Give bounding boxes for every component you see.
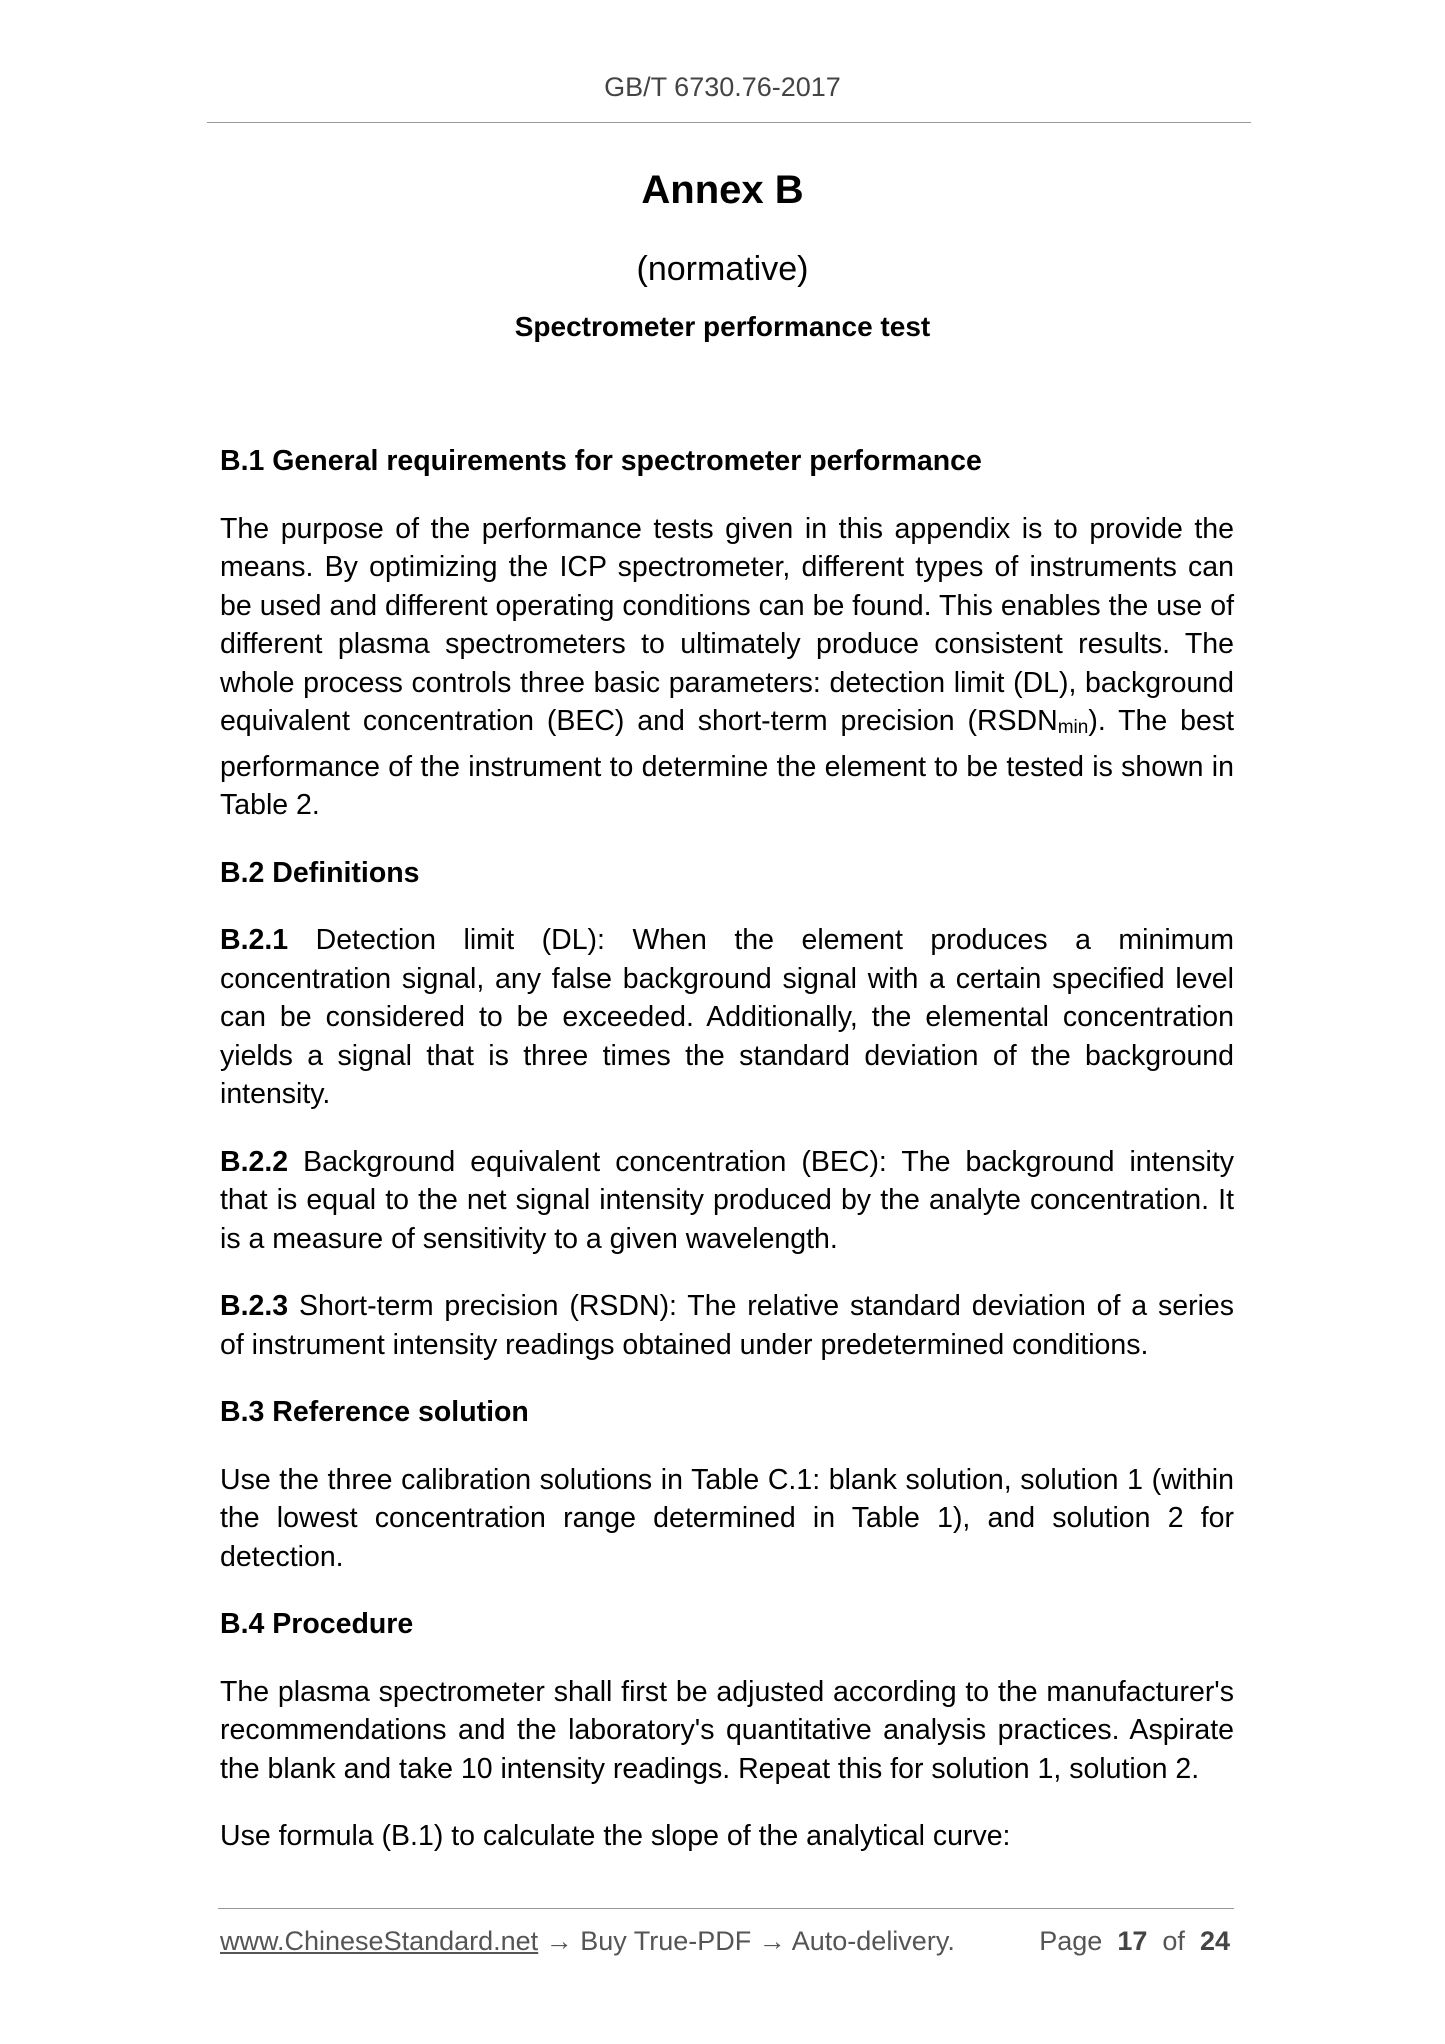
b22-text: Background equivalent concentration (BEC): The background intensity that is equal to the net signal intensity produced by the analyte concentration. It is a measure of sensitivity to a given wavelength. bbox=[220, 1145, 1234, 1255]
section-b2-heading: B.2 Definitions bbox=[220, 856, 420, 889]
page-total: 24 bbox=[1199, 1926, 1230, 1956]
footer-promo-text: → Buy True-PDF → Auto-delivery. bbox=[538, 1926, 955, 1956]
annex-title: Annex B bbox=[641, 168, 804, 212]
page-number bbox=[1039, 1926, 1230, 1957]
section-b23-paragraph bbox=[220, 1287, 1234, 1364]
section-b3-paragraph: Use the three calibration solutions in Table C.1: blank solution, solution 1 (within the lowest concentration range determined in Table 1), and solution 2 for detection. bbox=[220, 1463, 1234, 1573]
footer-divider bbox=[218, 1908, 1234, 1909]
annex-heading: Spectrometer performance test bbox=[514, 311, 931, 342]
annex-type: (normative) bbox=[636, 250, 809, 288]
section-b1-heading: B.1 General requirements for spectrometer performance bbox=[220, 445, 982, 477]
section-b4-paragraph-2: Use formula (B.1) to calculate the slope of the analytical curve: bbox=[220, 1820, 1011, 1852]
section-b4-paragraph-1: The plasma spectrometer shall first be adjusted according to the manufacturer's recommendations and the laboratory's quantitative analysis practices. Aspirate the blank and take 10 intensity readings. Repeat this for solution 1, solution 2. bbox=[220, 1675, 1234, 1785]
page-footer bbox=[220, 1926, 1230, 1957]
page-label: Page bbox=[1039, 1926, 1103, 1956]
of-label: of bbox=[1162, 1926, 1185, 1956]
section-b4-heading: B.4 Procedure bbox=[220, 1608, 414, 1640]
header-divider bbox=[207, 122, 1251, 123]
b21-text: Detection limit (DL): When the element produces a minimum concentration signal, any false background signal with a certain specified level can be considered to be exceeded. Additionally, the elemental concentration yields a signal that is three times the standard deviation of the background intensity. bbox=[220, 924, 1234, 1110]
section-b1-paragraph bbox=[220, 510, 1234, 825]
b1-text-part1: The purpose of the performance tests given in this appendix is to provide the means. By optimizing the ICP spectrometer, different types of instruments can be used and different operating conditions can be found. This enables the use of different plasma spectrometers to ultimately produce consistent results. The whole process controls three basic parameters: detection limit (DL), background equivalent concentration (BEC) and short-term precision (RSDN bbox=[220, 512, 1234, 737]
website-link[interactable]: www.ChineseStandard.net bbox=[220, 1926, 539, 1956]
section-b21-paragraph bbox=[220, 921, 1234, 1114]
rsdn-subscript: min bbox=[1057, 717, 1089, 738]
page-current: 17 bbox=[1117, 1926, 1148, 1956]
section-b22-paragraph bbox=[220, 1143, 1234, 1259]
b23-number: B.2.3 bbox=[220, 1290, 289, 1322]
document-header: GB/T 6730.76-2017 bbox=[604, 72, 841, 102]
section-b3-heading: B.3 Reference solution bbox=[220, 1396, 529, 1428]
b1-text-part2: ). The best performance of the instrument to determine the element to be tested is shown in Table 2. bbox=[220, 705, 1234, 821]
document-body bbox=[220, 442, 1234, 1885]
b22-number: B.2.2 bbox=[220, 1145, 289, 1178]
b23-text: Short-term precision (RSDN): The relative standard deviation of a series of instrument intensity readings obtained under predetermined conditions. bbox=[220, 1290, 1234, 1361]
b21-number: B.2.1 bbox=[220, 924, 289, 956]
